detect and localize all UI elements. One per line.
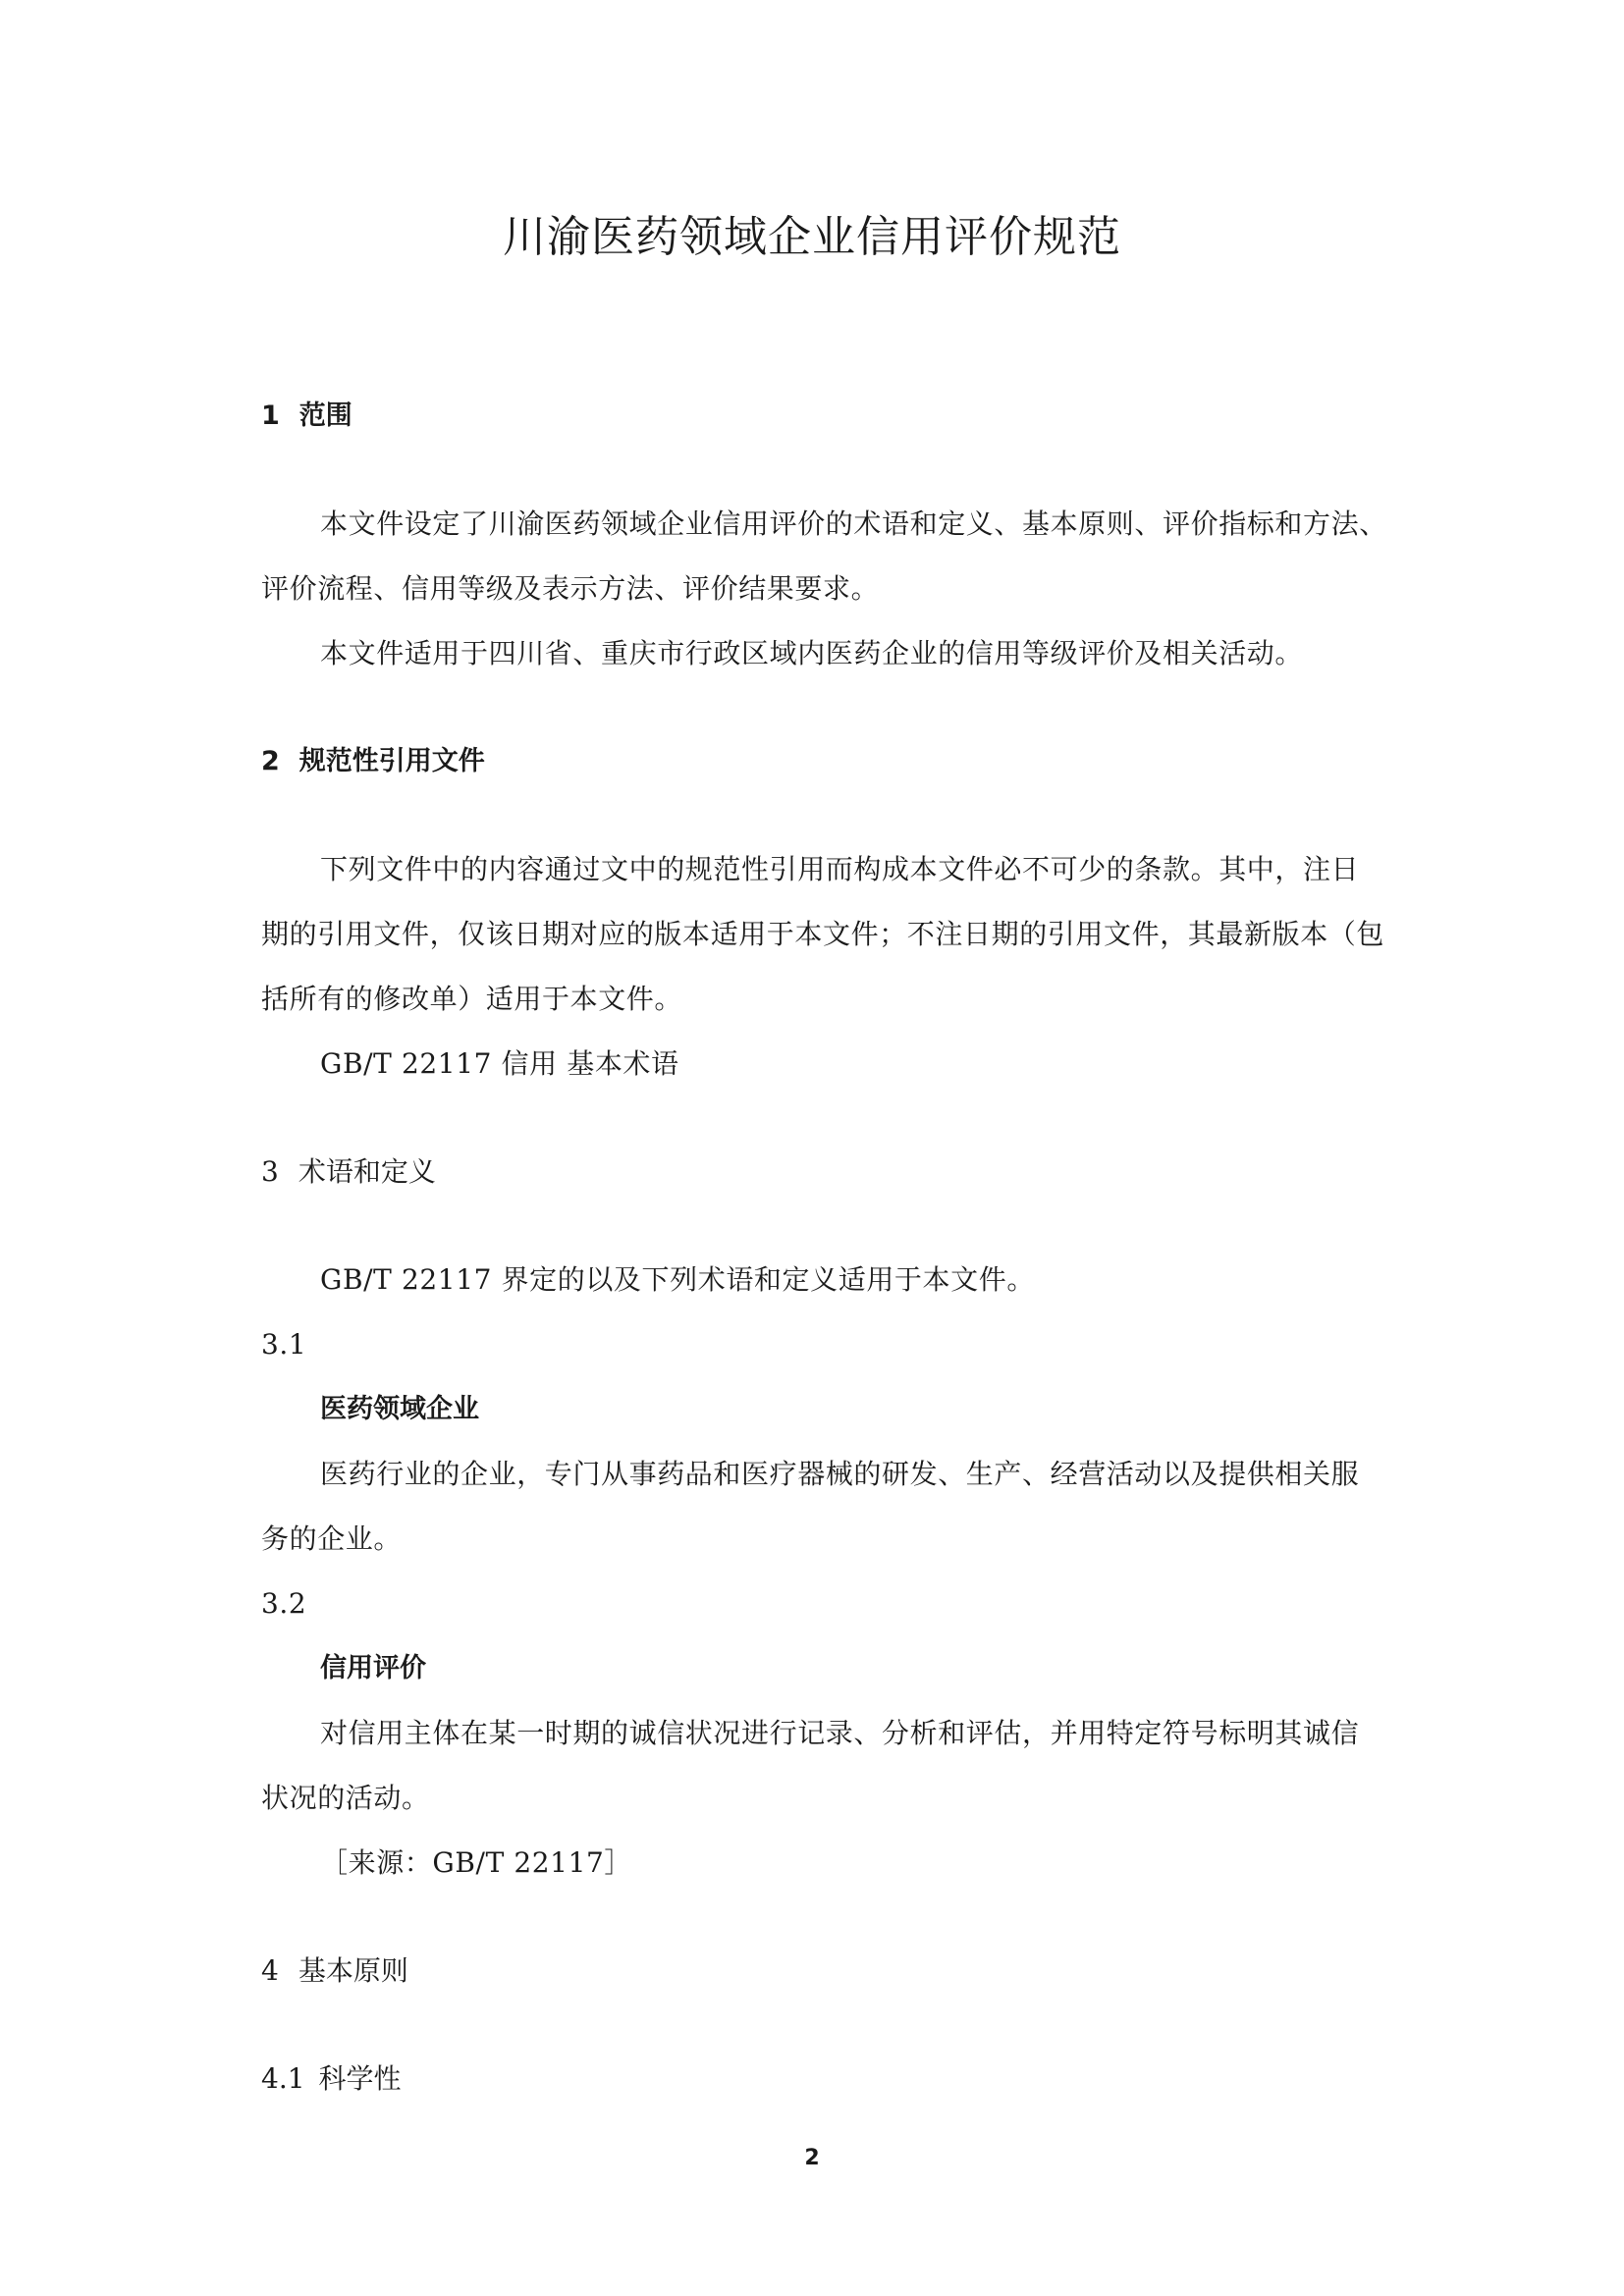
section-4-number: 4 — [261, 1954, 279, 1987]
page-number: 2 — [804, 2146, 820, 2170]
term-3-2-number: 3.2 — [261, 1587, 307, 1620]
section-1-title: 范围 — [298, 400, 352, 431]
normative-reference: GB/T 22117 信用 基本术语 — [320, 1047, 679, 1080]
section-4-heading — [261, 1951, 408, 1991]
section-4-title: 基本原则 — [298, 1954, 408, 1987]
term-3-1-number: 3.1 — [261, 1328, 307, 1361]
section-2-number: 2 — [261, 746, 280, 776]
section-2-paragraph-line-1: 下列文件中的内容通过文中的规范性引用而构成本文件必不可少的条款。其中，注日 — [320, 853, 1360, 885]
section-2-heading — [261, 742, 485, 781]
section-1-paragraph-1-line-2: 评价流程、信用等级及表示方法、评价结果要求。 — [261, 572, 880, 605]
subsection-4-1-heading — [261, 2059, 402, 2099]
section-1-number: 1 — [261, 400, 280, 431]
section-2-paragraph-line-2: 期的引用文件，仅该日期对应的版本适用于本文件；不注日期的引用文件，其最新版本（包 — [261, 918, 1385, 950]
term-3-2-source: ［来源：GB/T 22117］ — [320, 1846, 633, 1879]
section-3-intro: GB/T 22117 界定的以及下列术语和定义适用于本文件。 — [320, 1263, 1035, 1296]
section-1-paragraph-1-line-1: 本文件设定了川渝医药领域企业信用评价的术语和定义、基本原则、评价指标和方法、 — [320, 507, 1387, 540]
section-3-heading — [261, 1152, 436, 1192]
section-2-title: 规范性引用文件 — [298, 746, 485, 776]
section-2-paragraph-line-3: 括所有的修改单）适用于本文件。 — [261, 983, 683, 1015]
section-3-title: 术语和定义 — [298, 1155, 436, 1188]
term-3-2-definition-line-1: 对信用主体在某一时期的诚信状况进行记录、分析和评估，并用特定符号标明其诚信 — [320, 1717, 1360, 1749]
document-title: 川渝医药领域企业信用评价规范 — [503, 212, 1121, 262]
subsection-4-1-title: 科学性 — [318, 2062, 402, 2095]
term-3-2-name: 信用评价 — [320, 1653, 426, 1683]
term-3-1-name: 医药领域企业 — [320, 1394, 479, 1424]
section-1-paragraph-2: 本文件适用于四川省、重庆市行政区域内医药企业的信用等级评价及相关活动。 — [320, 637, 1304, 669]
term-3-2-definition-line-2: 状况的活动。 — [261, 1782, 430, 1814]
term-3-1-definition-line-2: 务的企业。 — [261, 1522, 403, 1555]
subsection-4-1-number: 4.1 — [261, 2062, 305, 2095]
term-3-1-definition-line-1: 医药行业的企业，专门从事药品和医疗器械的研发、生产、经营活动以及提供相关服 — [320, 1458, 1360, 1490]
section-3-number: 3 — [261, 1155, 279, 1188]
section-1-heading — [261, 397, 352, 436]
